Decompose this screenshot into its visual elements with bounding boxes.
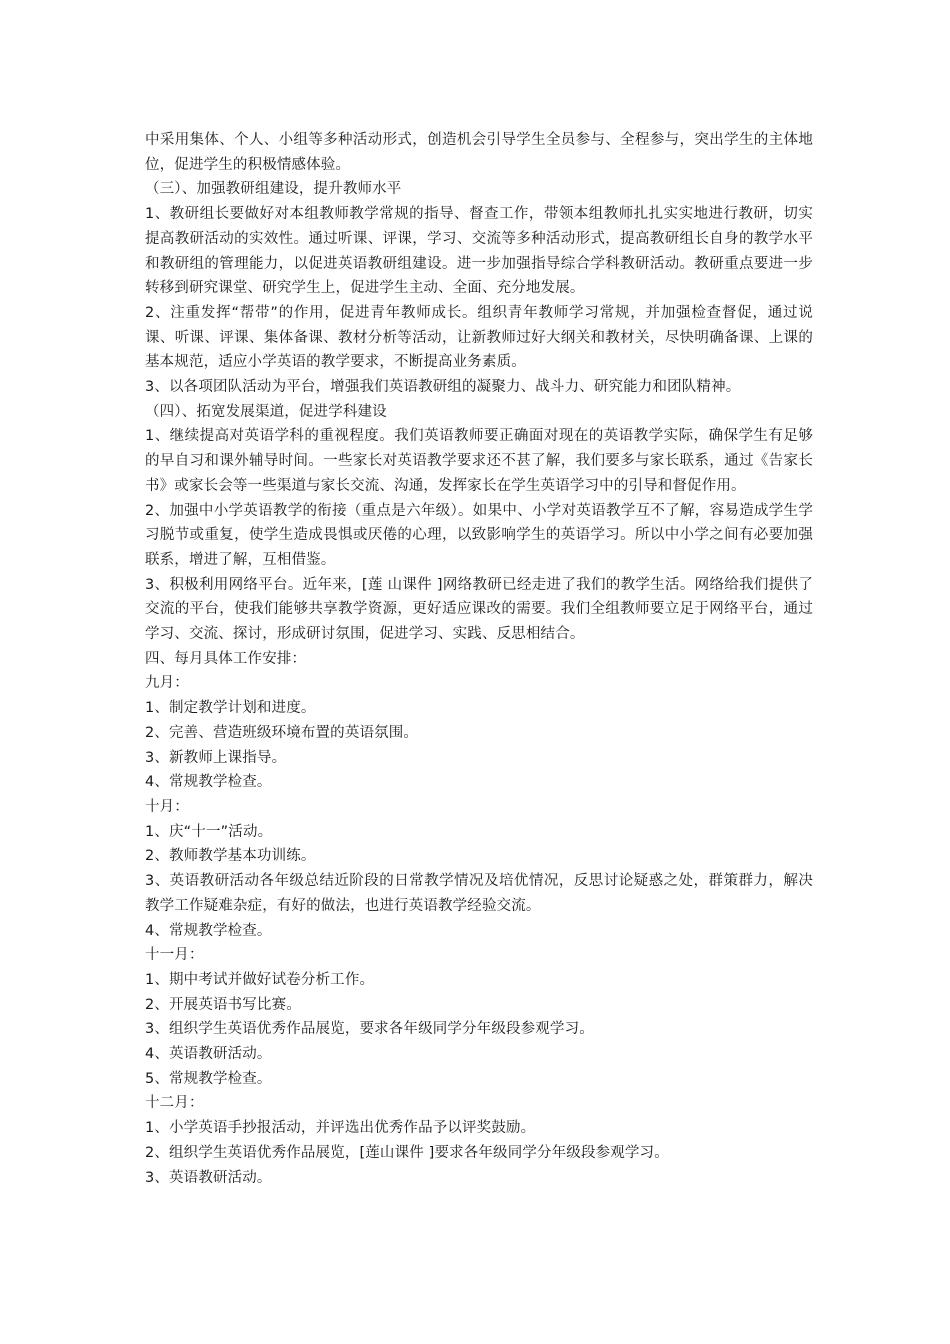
paragraph-4-3: 3、积极利用网络平台。近年来，[莲 山课件 ]网络教研已经走进了我们的教学生活。网络给我们提供了交流的平台，使我们能够共享教学资源，更好适应课改的需要。我们全组教师要立足于网络平台，通过学习、交流、探讨，形成研讨氛围，促进学习、实践、反思相结合。 <box>145 576 813 643</box>
section-heading-4: （四）、拓宽发展渠道，促进学科建设 <box>145 403 387 420</box>
paragraph-3-1: 1、教研组长要做好对本组教师教学常规的指导、督查工作，带领本组教师扎扎实实地进行教研，切实提高教研活动的实效性。通过听课、评课，学习、交流等多种活动形式，提高教研组长自身的教学水平和教研组的管理能力，以促进英语教研组建设。进一步加强指导综合学科教研活动。教研重点要进一步转移到研究课堂、研究学生上，促进学生主动、全面、充分地发展。 <box>145 206 813 297</box>
list-item: 2、组织学生英语优秀作品展览，[莲山课件 ]要求各年级同学分年级段参观学习。 <box>145 1144 669 1161</box>
month-heading-september: 九月： <box>145 675 189 692</box>
month-heading-december: 十二月： <box>145 1095 204 1112</box>
month-heading-october: 十月： <box>145 798 189 815</box>
list-item: 4、常规教学检查。 <box>145 922 272 939</box>
paragraph-3-2: 2、注重发挥“帮带”的作用，促进青年教师成长。组织青年教师学习常规，并加强检查督促，通过说课、听课、评课、集体备课、教材分析等活动，让新教师过好大纲关和教材关，尽快明确备课、上课的基本规范，适应小学英语的教学要求，不断提高业务素质。 <box>145 304 813 371</box>
list-item: 2、完善、营造班级环境布置的英语氛围。 <box>145 724 419 741</box>
monthly-plan-heading: 四、每月具体工作安排： <box>145 650 307 667</box>
document-body <box>145 128 813 1190</box>
paragraph-intro-continued: 中采用集体、个人、小组等多种活动形式，创造机会引导学生全员参与、全程参与，突出学生的主体地位，促进学生的积极情感体验。 <box>145 132 813 173</box>
list-item: 1、制定教学计划和进度。 <box>145 700 316 717</box>
section-heading-3: （三）、加强教研组建设，提升教师水平 <box>145 181 402 198</box>
list-item: 3、英语教研活动各年级总结近阶段的日常教学情况及培优情况，反思讨论疑惑之处，群策群力，解决教学工作疑难杂症，有好的做法，也进行英语教学经验交流。 <box>145 873 813 914</box>
list-item: 1、期中考试并做好试卷分析工作。 <box>145 971 375 988</box>
list-item: 4、英语教研活动。 <box>145 1046 272 1063</box>
list-item: 3、英语教研活动。 <box>145 1169 272 1186</box>
list-item: 1、小学英语手抄报活动，并评选出优秀作品予以评奖鼓励。 <box>145 1120 536 1137</box>
list-item: 5、常规教学检查。 <box>145 1070 272 1087</box>
list-item: 2、教师教学基本功训练。 <box>145 848 316 865</box>
list-item: 3、组织学生英语优秀作品展览，要求各年级同学分年级段参观学习。 <box>145 1021 594 1038</box>
paragraph-4-2: 2、加强中小学英语教学的衔接（重点是六年级）。如果中、小学对英语教学互不了解，容易造成学生学习脱节或重复，使学生造成畏惧或厌倦的心理，以致影响学生的英语学习。所以中小学之间有必要加强联系，增进了解，互相借鉴。 <box>145 502 813 568</box>
list-item: 1、庆“十一”活动。 <box>145 823 273 840</box>
paragraph-3-3: 3、以各项团队活动为平台，增强我们英语教研组的凝聚力、战斗力、研究能力和团队精神。 <box>145 379 741 396</box>
list-item: 2、开展英语书写比赛。 <box>145 996 301 1013</box>
list-item: 3、新教师上课指导。 <box>145 749 287 766</box>
paragraph-4-1: 1、继续提高对英语学科的重视程度。我们英语教师要正确面对现在的英语教学实际，确保学生有足够的早自习和课外辅导时间。一些家长对英语教学要求还不甚了解，我们要多与家长联系，通过《告家长书》或家长会等一些渠道与家长交流、沟通，发挥家长在学生英语学习中的引导和督促作用。 <box>145 428 813 494</box>
month-heading-november: 十一月： <box>145 947 204 964</box>
list-item: 4、常规教学检查。 <box>145 774 272 791</box>
